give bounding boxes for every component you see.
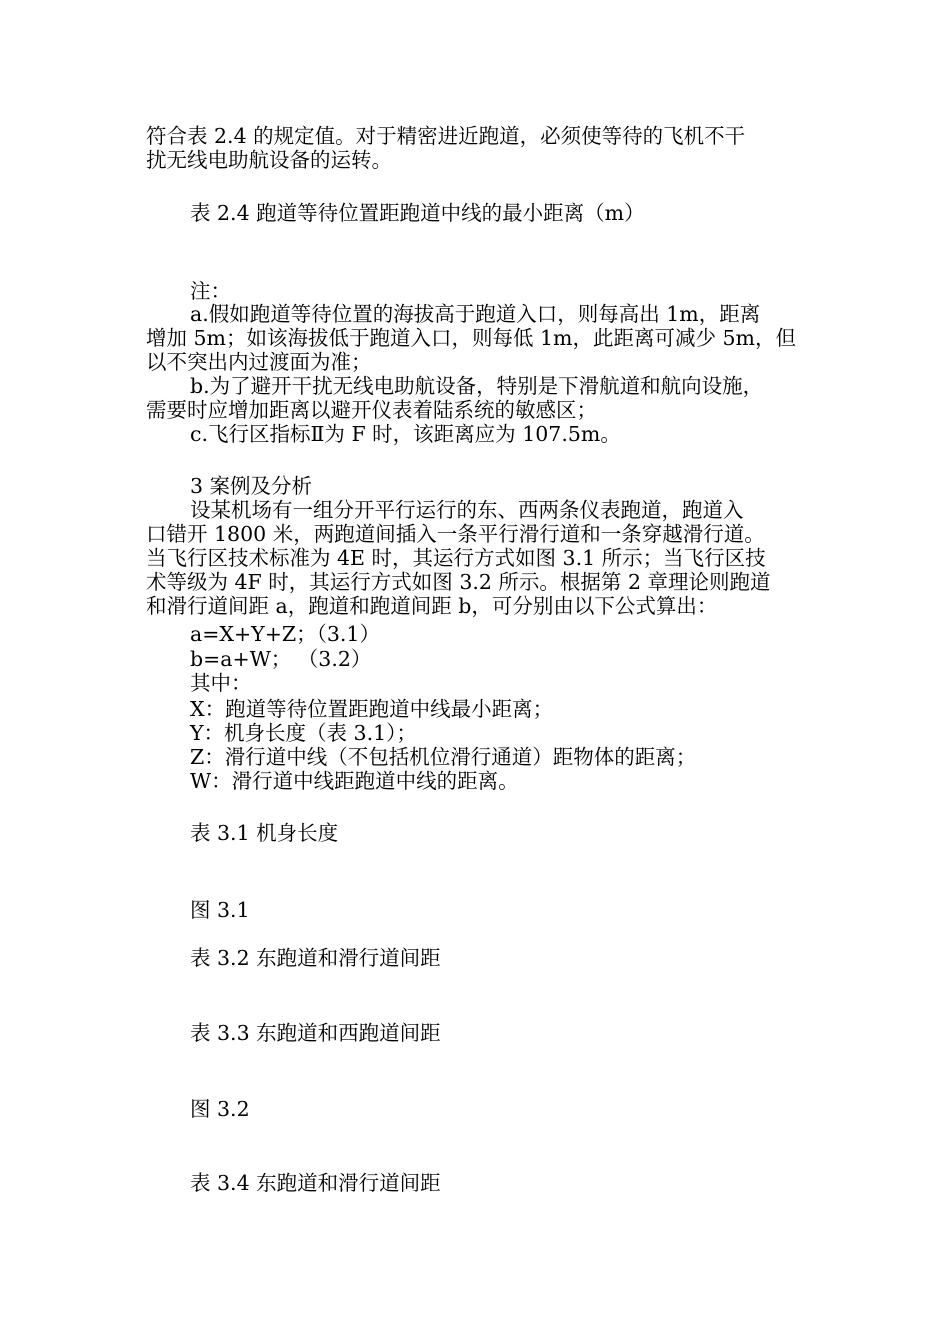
table-caption: 表 3.3 东跑道和西跑道间距 — [190, 1021, 441, 1045]
paragraph-line: 和滑行道间距 a，跑道和跑道间距 b，可分别由以下公式算出： — [146, 594, 718, 618]
formula-line: b=a+W； （3.2） — [190, 647, 372, 671]
figure-caption: 图 3.2 — [190, 1097, 250, 1121]
note-line: 以不突出内过渡面为准； — [146, 350, 372, 374]
definition-line: X：跑道等待位置距跑道中线最小距离； — [190, 697, 554, 721]
paragraph-line: 扰无线电助航设备的运转。 — [146, 148, 392, 172]
table-caption: 表 3.2 东跑道和滑行道间距 — [190, 946, 441, 970]
note-heading: 注： — [190, 279, 231, 303]
note-line: 增加 5m；如该海拔低于跑道入口，则每低 1m，此距离可减少 5m，但 — [146, 326, 796, 350]
table-caption: 表 3.4 东跑道和滑行道间距 — [190, 1171, 441, 1195]
definition-line: Z：滑行道中线（不包括机位滑行通道）距物体的距离； — [190, 745, 697, 769]
formula-line: a=X+Y+Z；（3.1） — [190, 622, 380, 646]
paragraph-line: 口错开 1800 米，两跑道间插入一条平行滑行道和一条穿越滑行道。 — [146, 522, 765, 546]
paragraph-line: 符合表 2.4 的规定值。对于精密进近跑道，必须使等待的飞机不干 — [146, 124, 746, 148]
section-heading: 3 案例及分析 — [190, 474, 313, 498]
table-caption: 表 3.1 机身长度 — [190, 821, 339, 845]
paragraph-line: 术等级为 4F 时，其运行方式如图 3.2 所示。根据第 2 章理论则跑道 — [146, 570, 771, 594]
table-caption: 表 2.4 跑道等待位置距跑道中线的最小距离（m） — [190, 201, 645, 225]
note-line: 需要时应增加距离以避开仪表着陆系统的敏感区； — [146, 398, 597, 422]
note-line: b.为了避开干扰无线电助航设备，特别是下滑航道和航向设施， — [190, 374, 764, 398]
figure-caption: 图 3.1 — [190, 898, 250, 922]
paragraph-line: 设某机场有一组分开平行运行的东、西两条仪表跑道，跑道入 — [190, 498, 744, 522]
definition-line: W：滑行道中线距跑道中线的距离。 — [190, 769, 519, 793]
note-line: c.飞行区指标Ⅱ为 F 时，该距离应为 107.5m。 — [190, 422, 621, 446]
paragraph-line: 其中： — [190, 671, 252, 695]
definition-line: Y：机身长度（表 3.1）； — [190, 721, 417, 745]
paragraph-line: 当飞行区技术标准为 4E 时，其运行方式如图 3.1 所示；当飞行区技 — [146, 546, 766, 570]
note-line: a.假如跑道等待位置的海拔高于跑道入口，则每高出 1m，距离 — [190, 302, 761, 326]
